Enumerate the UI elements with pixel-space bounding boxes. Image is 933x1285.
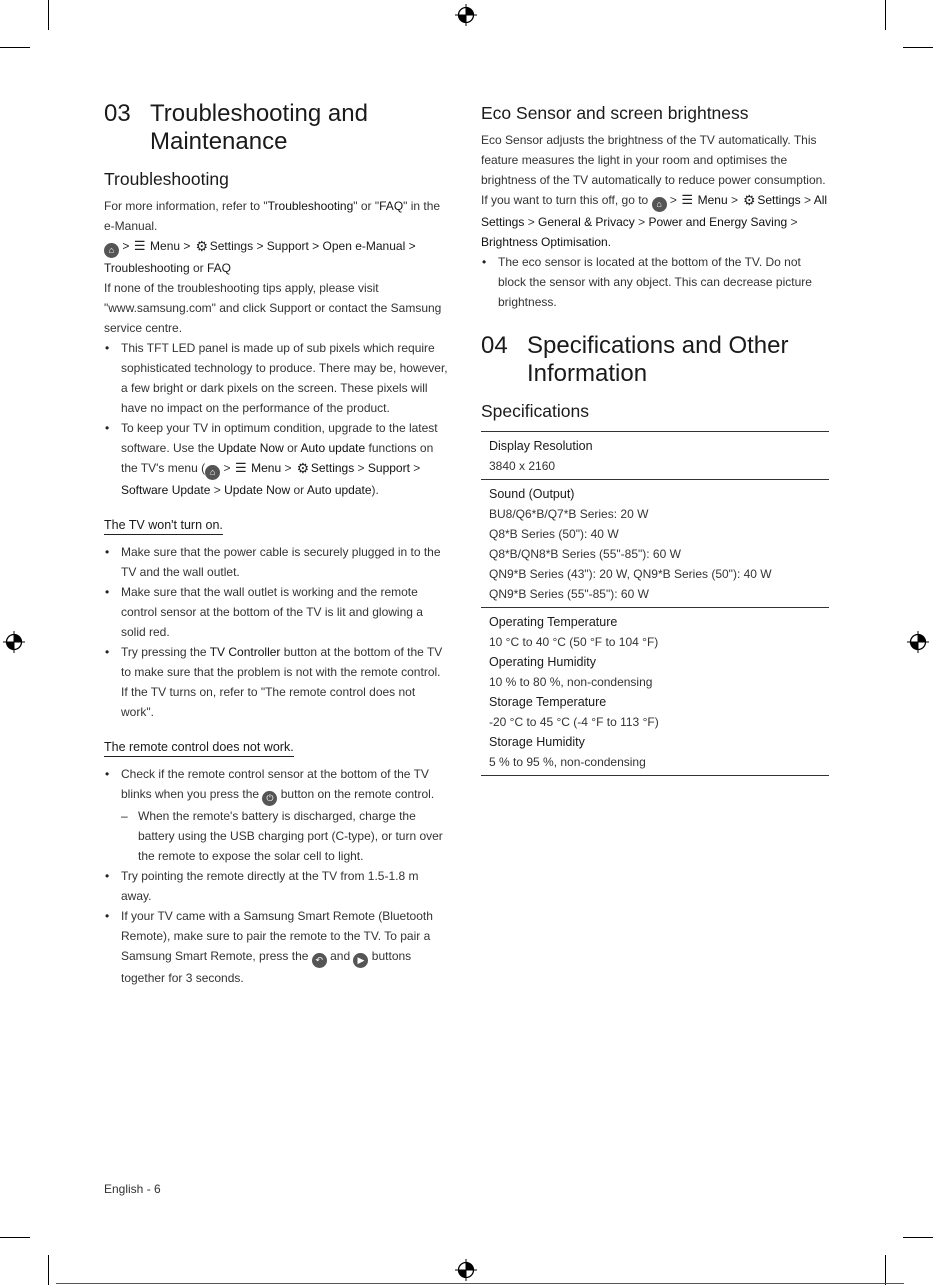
spec-label: Operating Humidity <box>489 655 596 669</box>
list-text: functions on the TV's menu ( <box>121 441 434 475</box>
intro-text: For more information, refer to " <box>104 199 268 213</box>
spec-value: 5 % to 95 %, non-condensing <box>489 755 646 769</box>
path-power-energy: Power and Energy Saving <box>648 215 788 229</box>
spec-value: Q8*B/QN8*B Series (55"-85"): 60 W <box>489 547 681 561</box>
tips-list <box>104 338 450 500</box>
registration-mark-icon <box>455 4 477 26</box>
list-item: • Make sure that the wall outlet is working and the remote control sensor at the bottom of the TV is lit and glowing a solid red. <box>104 582 450 642</box>
crop-mark <box>0 47 30 48</box>
spec-row-environment <box>481 607 829 776</box>
update-now-label: Update Now <box>217 441 284 455</box>
page-footer: English - 6 <box>104 1182 161 1196</box>
left-column <box>104 100 450 988</box>
crop-mark <box>885 1255 886 1285</box>
registration-mark-icon <box>907 631 929 653</box>
path-menu: Menu <box>251 461 282 475</box>
list-item: • To keep your TV in optimum condition, upgrade to the latest software. Use the Update Now or Auto update functions on the TV's menu ( ⌂ > ☰ Menu > ⚙ Settings > Support > Software Update > Update Now or Auto update). <box>104 418 450 500</box>
tv-controller-label: TV Controller <box>209 645 281 659</box>
chapter-number: 03 <box>104 100 131 127</box>
bottom-rule <box>56 1283 904 1284</box>
list-text: To keep your TV in optimum condition, upgrade to the latest software. Use the <box>121 421 438 455</box>
list-text: and <box>330 949 351 963</box>
spec-label: Operating Temperature <box>489 615 618 629</box>
subheading-remote-not-work: The remote control does not work. <box>104 738 294 757</box>
path-support: Support <box>266 239 309 253</box>
subheading-tv-wont-turn-on: The TV won't turn on. <box>104 516 223 535</box>
path-general-privacy: General & Privacy <box>538 215 635 229</box>
spec-value: -20 °C to 45 °C (-4 °F to 113 °F) <box>489 715 659 729</box>
chapter-title-line: Maintenance <box>150 128 288 155</box>
list-text: Check if the remote control sensor at the bottom of the TV blinks when you press the <box>121 767 429 801</box>
path-open-emanual: Open e-Manual <box>322 239 406 253</box>
path-software-update: Software Update <box>121 483 211 497</box>
section-title-specifications: Specifications <box>481 401 589 421</box>
menu-icon: ☰ <box>234 460 247 475</box>
spec-label: Storage Humidity <box>489 735 585 749</box>
chapter-title-line: Specifications and Other <box>527 332 789 359</box>
intro-paragraph <box>104 196 450 236</box>
list-item <box>104 764 450 806</box>
home-icon: ⌂ <box>652 197 667 212</box>
eco-paragraph: Eco Sensor adjusts the brightness of the TV automatically. This feature measures the light in your room and optimises the brightness of the TV automatically to reduce power consumption. If you want to turn this off, go to ⌂ > ☰ Menu > ⚙ Settings > All Settings > General & Privacy > Power and Energy Saving > Brightness Optimisation. <box>481 133 828 249</box>
section-title-eco-sensor: Eco Sensor and screen brightness <box>481 103 749 123</box>
power-icon: ⏻ <box>262 791 277 806</box>
eco-text: Eco Sensor adjusts the brightness of the TV automatically. This feature measures the light in your room and optimises the brightness of the TV automatically to reduce power consumption. If you want to turn this off, go to <box>481 133 826 207</box>
crop-mark <box>903 1237 933 1238</box>
gear-icon: ⚙ <box>296 460 310 476</box>
list-text: Try pressing the <box>121 645 210 659</box>
list-text: buttons together for 3 seconds. <box>121 949 412 985</box>
troubleshooting-link[interactable]: Troubleshooting <box>267 199 354 213</box>
remote-not-work-list <box>104 764 450 988</box>
list-text: button on the remote control. <box>277 787 435 801</box>
crop-mark <box>48 0 49 30</box>
list-item <box>104 906 450 988</box>
path-settings: Settings <box>209 239 254 253</box>
spec-row-display <box>481 431 829 479</box>
chapter-title-line: Information <box>527 360 648 387</box>
spec-table <box>481 431 829 776</box>
path-all-settings: All Settings <box>481 193 828 229</box>
menu-path: ⌂ > ☰ Menu > ⚙ Settings > Support > Open e-Manual > Troubleshooting or FAQ <box>104 238 416 275</box>
path-menu: Menu <box>150 239 181 253</box>
chapter-title <box>527 332 788 388</box>
chapter-heading <box>481 332 829 388</box>
list-item: • The eco sensor is located at the bottom of the TV. Do not block the sensor with any object. This can decrease picture brightness. <box>481 252 829 312</box>
menu-icon: ☰ <box>681 192 694 207</box>
spec-row-sound <box>481 479 829 607</box>
gear-icon: ⚙ <box>195 238 209 254</box>
path-or: or <box>192 261 204 275</box>
contact-paragraph: If none of the troubleshooting tips apply, please visit "www.samsung.com" and click Support or contact the Samsung service centre. <box>104 281 442 335</box>
crop-mark <box>903 47 933 48</box>
crop-mark <box>0 1237 30 1238</box>
gear-icon: ⚙ <box>743 192 756 208</box>
auto-update-label: Auto update <box>300 441 366 455</box>
chapter-title <box>150 100 368 156</box>
list-item: • Try pointing the remote directly at the TV from 1.5-1.8 m away. <box>104 866 450 906</box>
path-brightness-optimisation: Brightness Optimisation <box>481 235 608 249</box>
spec-label: Sound (Output) <box>489 487 575 501</box>
right-column <box>481 100 829 776</box>
path-settings: Settings <box>310 461 355 475</box>
spec-value: BU8/Q6*B/Q7*B Series: 20 W <box>489 507 649 521</box>
path-settings: Settings <box>757 193 801 207</box>
list-text: button at the bottom of the TV to make sure that the problem is not with the remote control. If the TV turns on, refer to "The remote control does not work". <box>121 645 443 719</box>
home-icon: ⌂ <box>104 243 119 258</box>
list-text: If your TV came with a Samsung Smart Remote (Bluetooth Remote), make sure to pair the remote to the TV. To pair a Samsung Smart Remote, press the <box>121 909 433 963</box>
list-item: • Make sure that the power cable is securely plugged in to the TV and the wall outlet. <box>104 542 450 582</box>
menu-icon: ☰ <box>133 238 146 253</box>
tv-wont-turn-on-list <box>104 542 450 722</box>
intro-text: " in the e-Manual. <box>104 199 441 233</box>
list-item <box>104 642 450 722</box>
spec-label: Storage Temperature <box>489 695 607 709</box>
faq-link[interactable]: FAQ <box>379 199 404 213</box>
spec-value: 10 °C to 40 °C (50 °F to 104 °F) <box>489 635 659 649</box>
list-text: or <box>293 483 305 497</box>
back-icon: ↶ <box>312 953 327 968</box>
eco-list <box>481 252 829 312</box>
list-text: or <box>287 441 298 455</box>
path-auto-update: Auto update <box>306 483 372 497</box>
chapter-heading <box>104 100 450 156</box>
path-menu: Menu <box>697 193 728 207</box>
registration-mark-icon <box>455 1259 477 1281</box>
spec-value: Q8*B Series (50"): 40 W <box>489 527 619 541</box>
crop-mark <box>48 1255 49 1285</box>
registration-mark-icon <box>3 631 25 653</box>
list-item: • This TFT LED panel is made up of sub pixels which require sophisticated technology to produce. There may be, however, a few bright or dark pixels on the screen. These pixels will have no impact on the performance of the product. <box>104 338 450 418</box>
spec-value: QN9*B Series (43"): 20 W, QN9*B Series (50"): 40 W <box>489 567 772 581</box>
spec-value: 3840 x 2160 <box>489 459 556 473</box>
chapter-number: 04 <box>481 332 508 359</box>
path-troubleshooting: Troubleshooting <box>104 261 190 275</box>
intro-text: " or " <box>353 199 380 213</box>
path-faq: FAQ <box>206 261 231 275</box>
path-update-now: Update Now <box>224 483 291 497</box>
spec-label: Display Resolution <box>489 439 593 453</box>
chapter-title-line: Troubleshooting and <box>150 100 368 127</box>
list-item: – When the remote's battery is discharged, charge the battery using the USB charging port (C-type), or turn over the remote to expose the solar cell to light. <box>104 806 450 866</box>
home-icon: ⌂ <box>205 465 220 480</box>
spec-value: 10 % to 80 %, non-condensing <box>489 675 653 689</box>
path-support: Support <box>367 461 410 475</box>
spec-value: QN9*B Series (55"-85"): 60 W <box>489 587 649 601</box>
play-pause-icon: ▶ <box>353 953 368 968</box>
section-title-troubleshooting: Troubleshooting <box>104 169 229 189</box>
crop-mark <box>885 0 886 30</box>
list-text: ). <box>371 483 379 497</box>
